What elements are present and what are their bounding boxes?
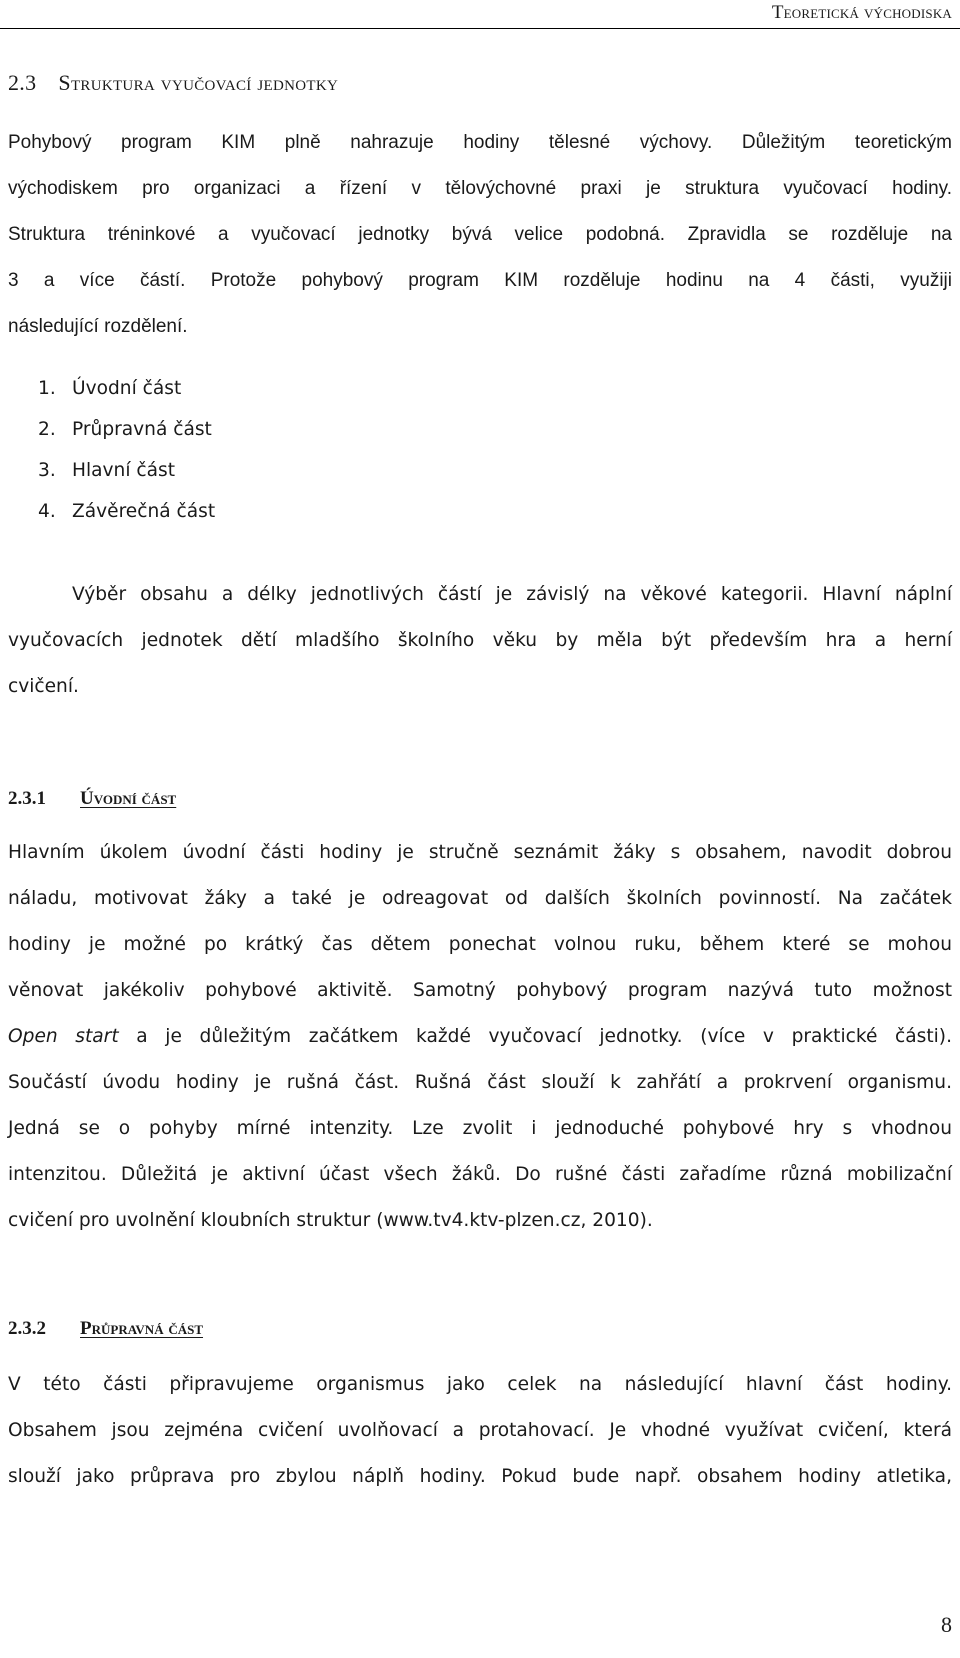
list-item-label: Hlavní část	[72, 460, 176, 481]
subsection-1-paragraph	[8, 830, 952, 1244]
subsection-number: 2.3.2	[8, 1318, 46, 1339]
paragraph-line: věnovat jakékoliv pohybové aktivitě. Samotný pohybový program nazývá tuto možnost	[8, 980, 952, 1001]
paragraph-line: Součástí úvodu hodiny je rušná část. Rušná část slouží k zahřátí a prokrvení organismu.	[8, 1072, 952, 1093]
open-start-term: Open start	[8, 1026, 119, 1047]
list-item-label: Závěrečná část	[72, 501, 216, 522]
section-heading	[8, 70, 338, 96]
section-number: 2.3	[8, 70, 37, 95]
subsection-title: Průpravná část	[80, 1318, 204, 1339]
list-item	[38, 368, 215, 409]
paragraph-line: V této části připravujeme organismus jako celek na následující hlavní část hodiny.	[8, 1374, 952, 1395]
list-item-number: 3.	[38, 460, 56, 481]
paragraph-line: cvičení pro uvolnění kloubních struktur (www.tv4.ktv-plzen.cz, 2010).	[8, 1210, 653, 1231]
subsection-title: Úvodní část	[80, 788, 177, 809]
running-header: Teoretická východiska	[771, 2, 952, 23]
subsection-number: 2.3.1	[8, 788, 46, 809]
paragraph-line	[8, 1014, 952, 1060]
intro-paragraph	[8, 120, 952, 350]
paragraph-line: vyučovacích jednotek dětí mladšího školního věku by měla být především hra a herní	[8, 630, 952, 651]
list-item-number: 1.	[38, 378, 56, 399]
paragraph-line: Hlavním úkolem úvodní části hodiny je stručně seznámit žáky s obsahem, navodit dobrou	[8, 842, 952, 863]
header-rule	[0, 28, 960, 29]
parts-list	[38, 368, 215, 532]
paragraph-line: Struktura tréninkové a vyučovací jednotky bývá velice podobná. Zpravidla se rozděluje na	[8, 224, 952, 245]
list-item	[38, 450, 215, 491]
paragraph-line-rest: a je důležitým začátkem každé vyučovací jednotky. (více v praktické části).	[118, 1026, 952, 1047]
list-item	[38, 491, 215, 532]
paragraph-line: východiskem pro organizaci a řízení v tělovýchovné praxi je struktura vyučovací hodiny.	[8, 178, 952, 199]
paragraph-line: náladu, motivovat žáky a také je odreagovat od dalších školních povinností. Na začátek	[8, 888, 952, 909]
paragraph-line: následující rozdělení.	[8, 316, 188, 337]
subsection-2-paragraph	[8, 1362, 952, 1500]
paragraph-line: cvičení.	[8, 676, 79, 697]
paragraph-line: intenzitou. Důležitá je aktivní účast všech žáků. Do rušné části zařadíme různá mobilizační	[8, 1164, 952, 1185]
paragraph-line: slouží jako průprava pro zbylou náplň hodiny. Pokud bude např. obsahem hodiny atletika,	[8, 1466, 952, 1487]
subsection-heading	[8, 1318, 203, 1340]
list-item-label: Průpravná část	[72, 419, 212, 440]
paragraph-line: Výběr obsahu a délky jednotlivých částí je závislý na věkové kategorii. Hlavní náplní	[72, 584, 952, 605]
paragraph-line: Jedná se o pohyby mírné intenzity. Lze zvolit i jednoduché pohybové hry s vhodnou	[8, 1118, 952, 1139]
list-item-number: 2.	[38, 419, 56, 440]
paragraph-line: Obsahem jsou zejména cvičení uvolňovací a protahovací. Je vhodné využívat cvičení, která	[8, 1420, 952, 1441]
section-title: Struktura vyučovací jednotky	[58, 70, 339, 95]
paragraph-line: hodiny je možné po krátký čas dětem ponechat volnou ruku, během které se mohou	[8, 934, 952, 955]
paragraph-line: 3 a více částí. Protože pohybový program KIM rozděluje hodinu na 4 části, využiji	[8, 270, 952, 291]
paragraph-line: Pohybový program KIM plně nahrazuje hodiny tělesné výchovy. Důležitým teoretickým	[8, 132, 952, 153]
list-item-number: 4.	[38, 501, 56, 522]
selection-paragraph	[8, 572, 952, 710]
list-item	[38, 409, 215, 450]
page-number: 8	[941, 1612, 952, 1637]
list-item-label: Úvodní část	[72, 378, 182, 399]
subsection-heading	[8, 788, 176, 810]
